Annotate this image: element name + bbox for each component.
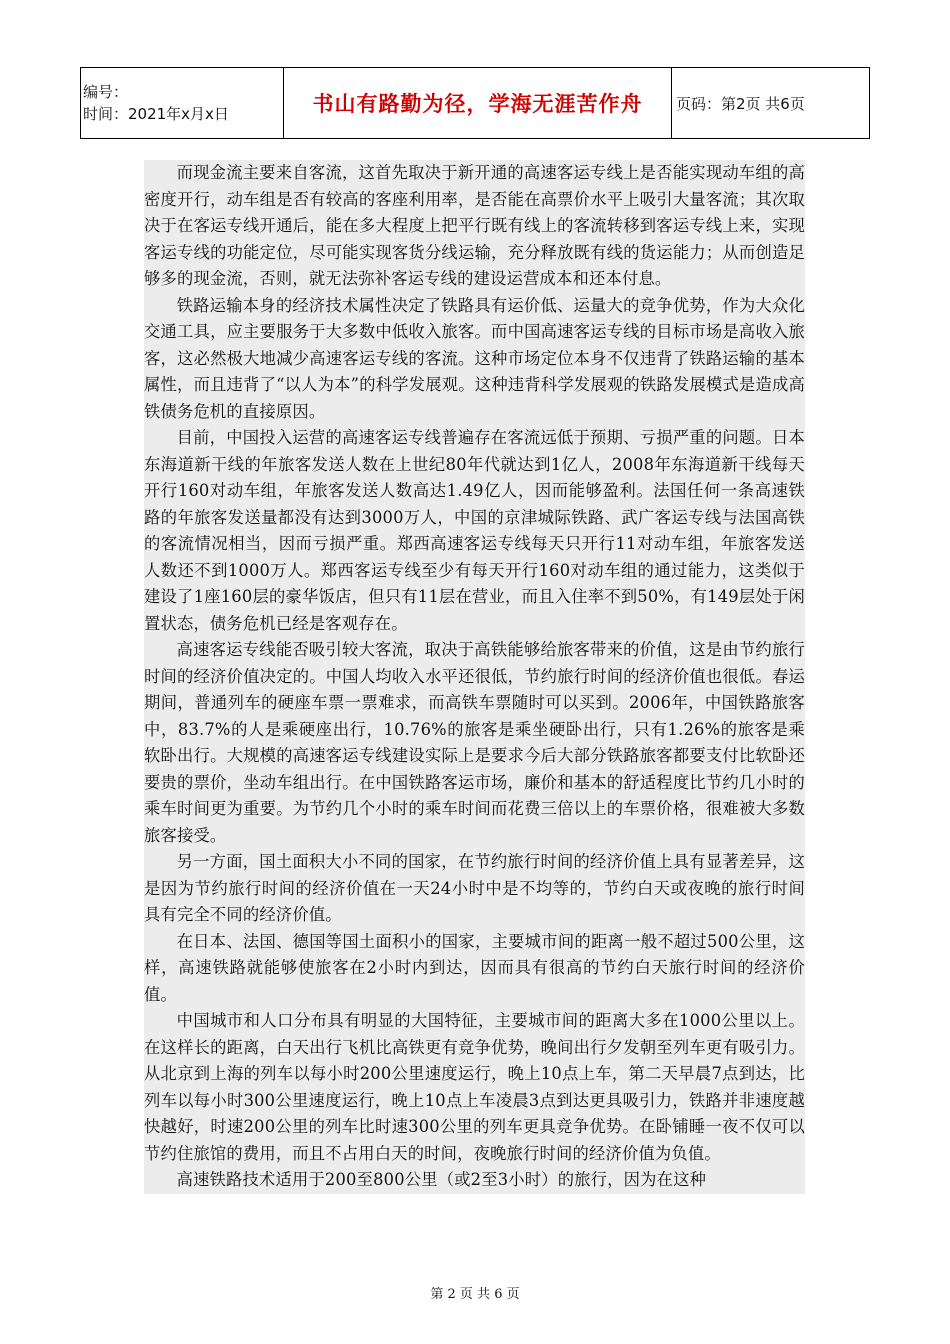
article-body — [144, 160, 805, 1194]
paragraph: 目前，中国投入运营的高速客运专线普遍存在客流远低于预期、亏损严重的问题。日本东海道新干线的年旅客发送人数在上世纪80年代就达到1亿人，2008年东海道新干线每天开行160对动车组，年旅客发送人数高达1.49亿人，因而能够盈利。法国任何一条高速铁路的年旅客发送量都没有达到3000万人，中国的京津城际铁路、武广客运专线与法国高铁的客流情况相当，因而亏损严重。郑西高速客运专线每天只开行11对动车组，年旅客发送人数还不到1000万人。郑西客运专线至少有每天开行160对动车组的通过能力，这类似于建设了1座160层的豪华饭店，但只有11层在营业，而且入住率不到50%，有149层处于闲置状态，债务危机已经是客观存在。 — [144, 428, 805, 633]
document-header — [80, 67, 870, 139]
motto-text: 书山有路勤为径，学海无涯苦作舟 — [312, 92, 643, 116]
paragraph: 在日本、法国、德国等国土面积小的国家，主要城市间的距离一般不超过500公里，这样，高速铁路就能够使旅客在2小时内到达，因而具有很高的节约白天旅行时间的经济价值。 — [144, 931, 805, 1004]
paragraph: 高速客运专线能否吸引较大客流，取决于高铁能够给旅客带来的价值，这是由节约旅行时间的经济价值决定的。中国人均收入水平还很低，节约旅行时间的经济价值也很低。春运期间，普通列车的硬座车票一票难求，而高铁车票随时可以买到。2006年，中国铁路旅客中，83.7%的人是乘硬座出行，10.76%的旅客是乘坐硬卧出行，只有1.26%的旅客是乘软卧出行。大规模的高速客运专线建设实际上是要求今后大部分铁路旅客都要支付比软卧还要贵的票价，坐动车组出行。在中国铁路客运市场，廉价和基本的舒适程度比节约几小时的乘车时间更为重要。为节约几个小时的乘车时间而花费三倍以上的车票价格，很难被大多数旅客接受。 — [144, 640, 805, 845]
header-info-cell — [81, 68, 284, 139]
header-motto-cell — [284, 68, 672, 139]
serial-number-label: 编号： — [83, 83, 129, 101]
paragraph: 中国城市和人口分布具有明显的大国特征，主要城市间的距离大多在1000公里以上。在这样长的距离，白天出行飞机比高铁更有竞争优势，晚间出行夕发朝至列车更有吸引力。从北京到上海的列车以每小时200公里速度运行，晚上10点上车，第二天早晨7点到达，比列车以每小时300公里速度运行，晚上10点上车凌晨3点到达更具吸引力，铁路并非速度越快越好，时速200公里的列车比时速300公里的列车更具竞争优势。在卧铺睡一夜不仅可以节约住旅馆的费用，而且不占用白天的时间，夜晚旅行时间的经济价值为负值。 — [144, 1011, 805, 1163]
paragraph: 另一方面，国土面积大小不同的国家，在节约旅行时间的经济价值上具有显著差异，这是因为节约旅行时间的经济价值在一天24小时中是不均等的，节约白天或夜晚的旅行时间具有完全不同的经济价值。 — [144, 852, 805, 924]
date-label: 时间：2021年x月x日 — [83, 105, 229, 123]
page-footer: 第 2 页 共 6 页 — [430, 1287, 520, 1302]
paragraph: 而现金流主要来自客流，这首先取决于新开通的高速客运专线上是否能实现动车组的高密度开行，动车组是否有较高的客座利用率，是否能在高票价水平上吸引大量客流；其次取决于在客运专线开通后，能在多大程度上把平行既有线上的客流转移到客运专线上来，实现客运专线的功能定位，尽可能实现客货分线运输，充分释放既有线的货运能力；从而创造足够多的现金流，否则，就无法弥补客运专线的建设运营成本和还本付息。 — [144, 163, 805, 288]
paragraph: 铁路运输本身的经济技术属性决定了铁路具有运价低、运量大的竞争优势，作为大众化交通工具，应主要服务于大多数中低收入旅客。而中国高速客运专线的目标市场是高收入旅客，这必然极大地减少高速客运专线的客流。这种市场定位本身不仅违背了铁路运输的基本属性，而且违背了“以人为本”的科学发展观。这种违背科学发展观的铁路发展模式是造成高铁债务危机的直接原因。 — [144, 295, 805, 421]
page-number-label: 页码：第2页 共6页 — [672, 68, 870, 139]
paragraph: 高速铁路技术适用于200至800公里（或2至3小时）的旅行，因为在这种 — [176, 1170, 707, 1189]
